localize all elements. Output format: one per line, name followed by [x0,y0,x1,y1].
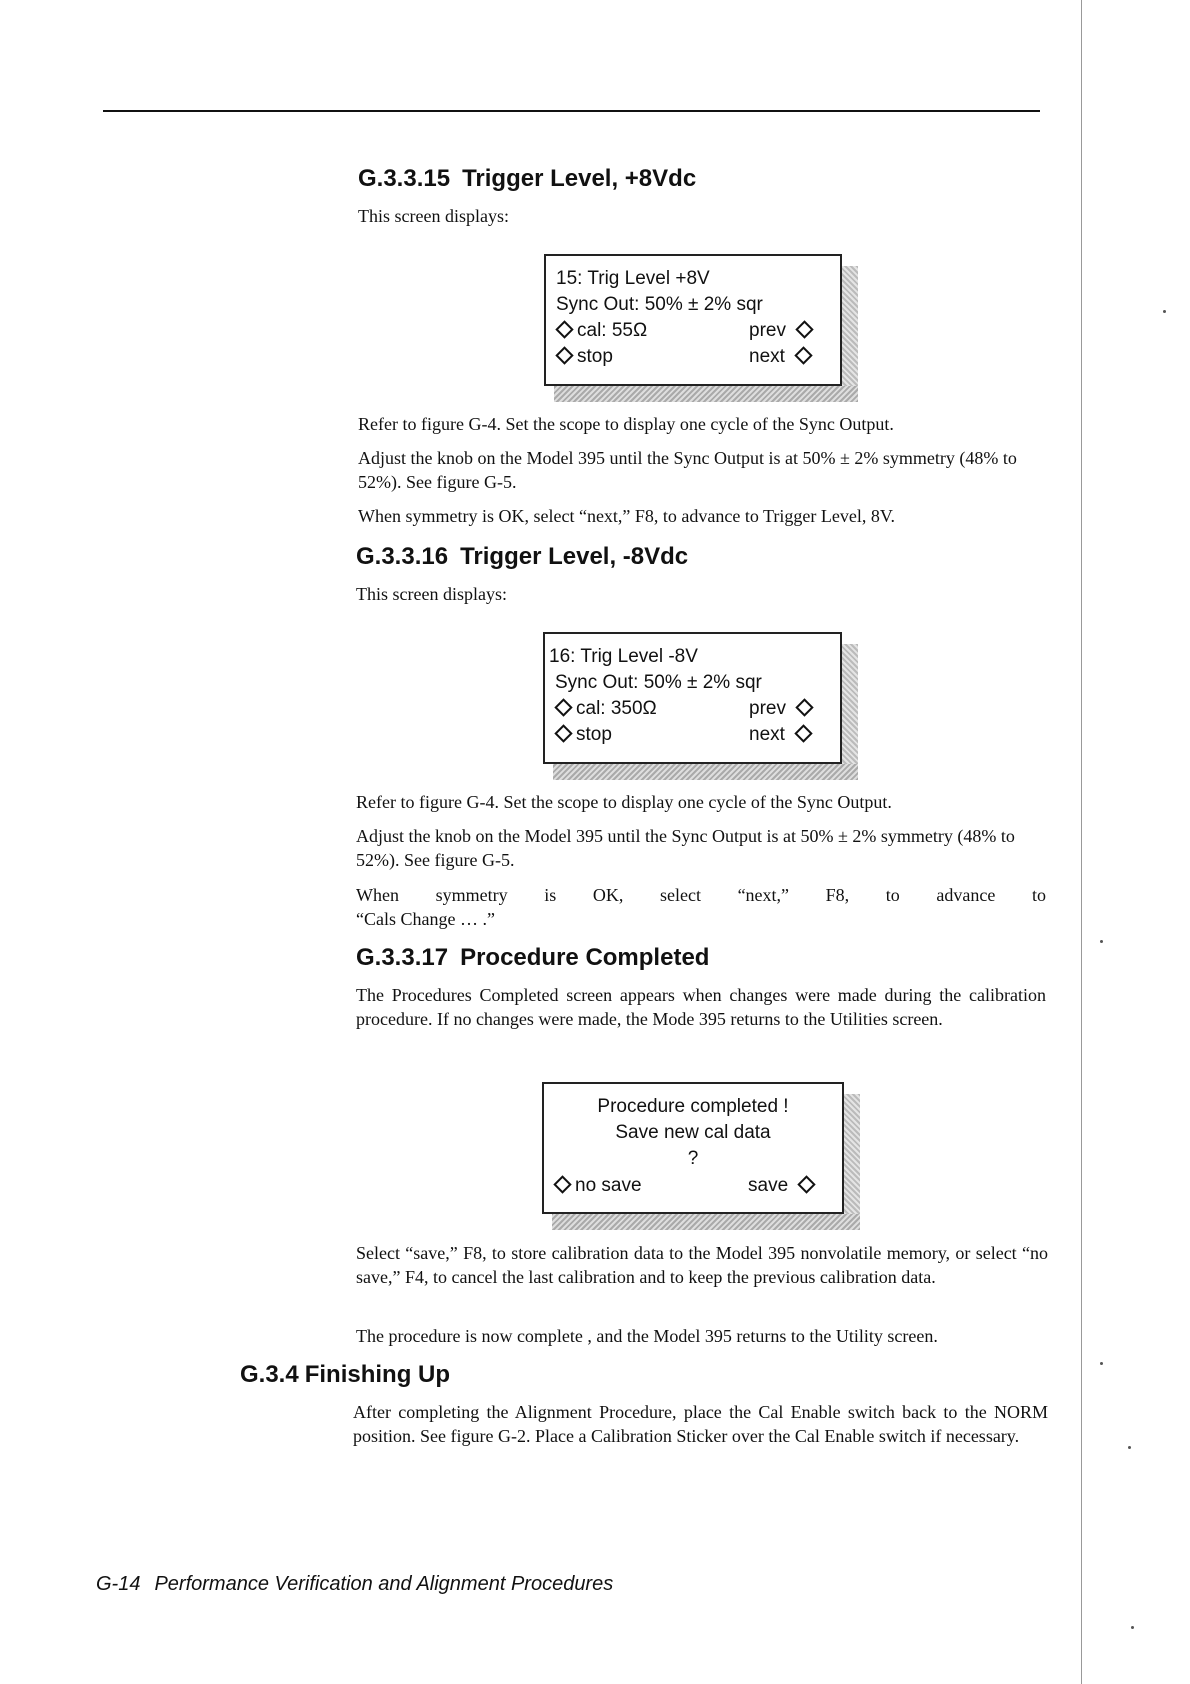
lcd-softkey-stop: stop [553,724,612,746]
paragraph: When symmetry is OK, select “next,” F8, to advance to [356,885,1046,905]
paragraph: Select “save,” F8, to store calibration data to the Model 395 nonvolatile memory, or select “no save,” F4, to cancel the last calibration and to keep the previous calibration data. [356,1243,1048,1287]
paragraph: “Cals Change … .” [356,909,495,929]
page-edge-line [1081,0,1082,1684]
lcd-softkey-cal: cal: 55Ω [554,320,647,342]
scan-speck [1100,1362,1103,1365]
lcd-softkey-cal: cal: 350Ω [553,698,657,720]
section-number: G.3.3.17 [356,944,449,971]
paragraph: Adjust the knob on the Model 395 until the Sync Output is at 50% ± 2% symmetry (48% to 52%). See figure G-5. [358,448,1017,492]
paragraph: The Procedures Completed screen appears when changes were made during the calibration procedure. If no changes were made, the Mode 395 returns to the Utilities screen. [356,985,1046,1029]
section-heading-16 [356,543,688,571]
lcd-softkey-stop: stop [554,346,613,368]
section-title: Procedure Completed [460,944,710,971]
section-title: Finishing Up [304,1361,451,1388]
page-footer [96,1573,613,1596]
lcd-line-1: 15: Trig Level +8V [556,268,710,289]
intro-text: This screen displays: [356,584,507,604]
lcd-screen-procedure-completed [542,1082,844,1214]
diamond-icon [795,320,813,338]
paragraph: Refer to figure G-4. Set the scope to display one cycle of the Sync Output. [356,792,892,812]
lcd-softkey-prev: prev [749,698,817,720]
header-rule [103,110,1040,112]
paragraph: Refer to figure G-4. Set the scope to display one cycle of the Sync Output. [358,414,894,434]
lcd-screen-16 [543,632,842,764]
diamond-icon [794,346,812,364]
paragraph: After completing the Alignment Procedure, place the Cal Enable switch back to the NORM position. See figure G-2. Place a Calibration Sticker over the Cal Enable switch if necessary. [353,1402,1048,1446]
scan-speck [1131,1626,1134,1629]
footer-title: Performance Verification and Alignment Procedures [154,1573,614,1595]
scan-speck [1163,310,1166,313]
diamond-icon [554,724,572,742]
lcd-softkey-no-save: no save [552,1175,642,1197]
lcd-softkey-prev: prev [749,320,817,342]
lcd-line-2: Sync Out: 50% ± 2% sqr [555,672,762,693]
section-title: Trigger Level, +8Vdc [462,165,697,192]
lcd-line-3: ? [687,1148,699,1169]
lcd-line-1: 16: Trig Level -8V [549,646,698,667]
section-heading-15 [358,165,696,193]
diamond-icon [555,320,573,338]
diamond-icon [553,1175,571,1193]
section-heading-17 [356,944,709,972]
section-title: Trigger Level, -8Vdc [460,543,689,570]
scan-speck [1100,940,1103,943]
lcd-screen-15 [544,254,842,386]
lcd-softkey-save: save [748,1175,819,1197]
diamond-icon [797,1175,815,1193]
diamond-icon [554,698,572,716]
section-number: G.3.3.16 [356,543,449,570]
section-number: G.3.4 [240,1361,299,1388]
diamond-icon [795,698,813,716]
paragraph: The procedure is now complete , and the Model 395 returns to the Utility screen. [356,1326,938,1346]
lcd-line-2: Sync Out: 50% ± 2% sqr [556,294,763,315]
diamond-icon [555,346,573,364]
lcd-line-1: Procedure completed ! [597,1096,789,1117]
lcd-softkey-next: next [749,346,816,368]
lcd-line-2: Save new cal data [615,1122,771,1143]
scan-speck [1128,1446,1131,1449]
lcd-softkey-next: next [749,724,816,746]
section-heading-finishing-up [240,1361,450,1389]
section-number: G.3.3.15 [358,165,451,192]
diamond-icon [794,724,812,742]
page-number: G-14 [96,1573,141,1595]
intro-text: This screen displays: [358,206,509,226]
paragraph: When symmetry is OK, select “next,” F8, to advance to Trigger Level, 8V. [358,506,896,526]
paragraph: Adjust the knob on the Model 395 until the Sync Output is at 50% ± 2% symmetry (48% to 52%). See figure G-5. [356,826,1015,870]
